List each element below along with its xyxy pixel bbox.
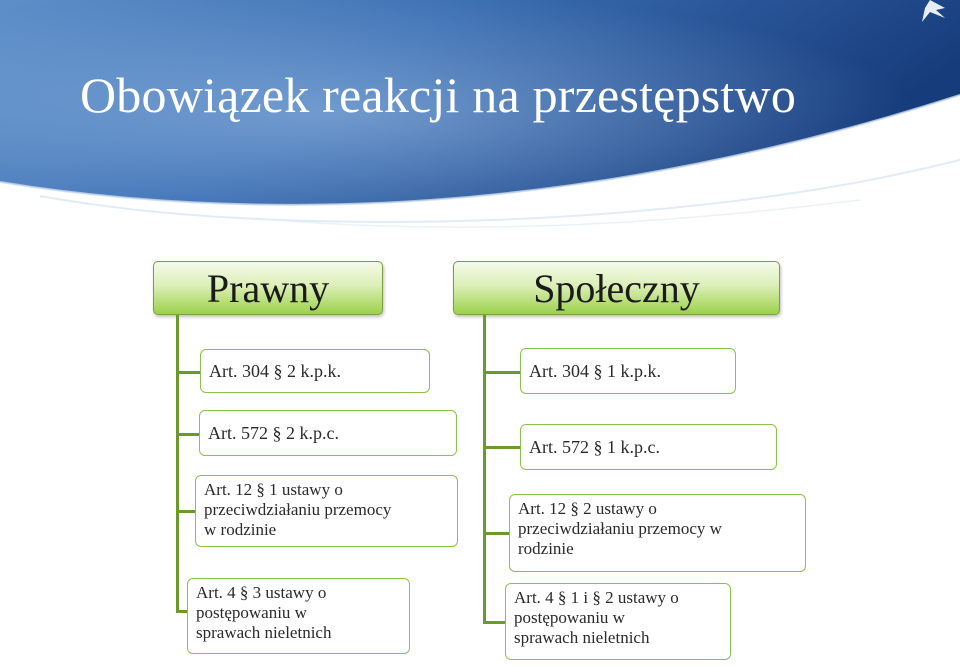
connector-left-vertical — [176, 315, 179, 612]
heading-prawny: Prawny — [153, 261, 383, 315]
connector-left-1 — [176, 371, 200, 374]
connector-right-vertical — [483, 315, 486, 623]
connector-right-2 — [483, 446, 520, 449]
connector-right-1 — [483, 371, 520, 374]
connector-left-3 — [176, 510, 196, 513]
connector-right-3 — [483, 532, 510, 535]
item-spoleczny-2: Art. 572 § 1 k.p.c. — [520, 424, 777, 470]
item-spoleczny-4: Art. 4 § 1 i § 2 ustawy o postępowaniu w sprawach nieletnich — [505, 583, 731, 660]
item-spoleczny-1: Art. 304 § 1 k.p.k. — [520, 348, 736, 394]
item-prawny-3: Art. 12 § 1 ustawy o przeciwdziałaniu przemocy w rodzinie — [195, 475, 458, 547]
item-prawny-4: Art. 4 § 3 ustawy o postępowaniu w sprawach nieletnich — [187, 578, 410, 654]
heading-spoleczny: Społeczny — [453, 261, 780, 315]
item-spoleczny-3: Art. 12 § 2 ustawy o przeciwdziałaniu przemocy w rodzinie — [509, 494, 806, 572]
connector-left-2 — [176, 433, 200, 436]
item-prawny-2: Art. 572 § 2 k.p.c. — [199, 410, 457, 456]
title-banner — [0, 0, 960, 240]
page-title: Obowiązek reakcji na przestępstwo — [80, 67, 797, 123]
connector-right-4 — [483, 621, 505, 624]
item-prawny-1: Art. 304 § 2 k.p.k. — [200, 349, 430, 393]
